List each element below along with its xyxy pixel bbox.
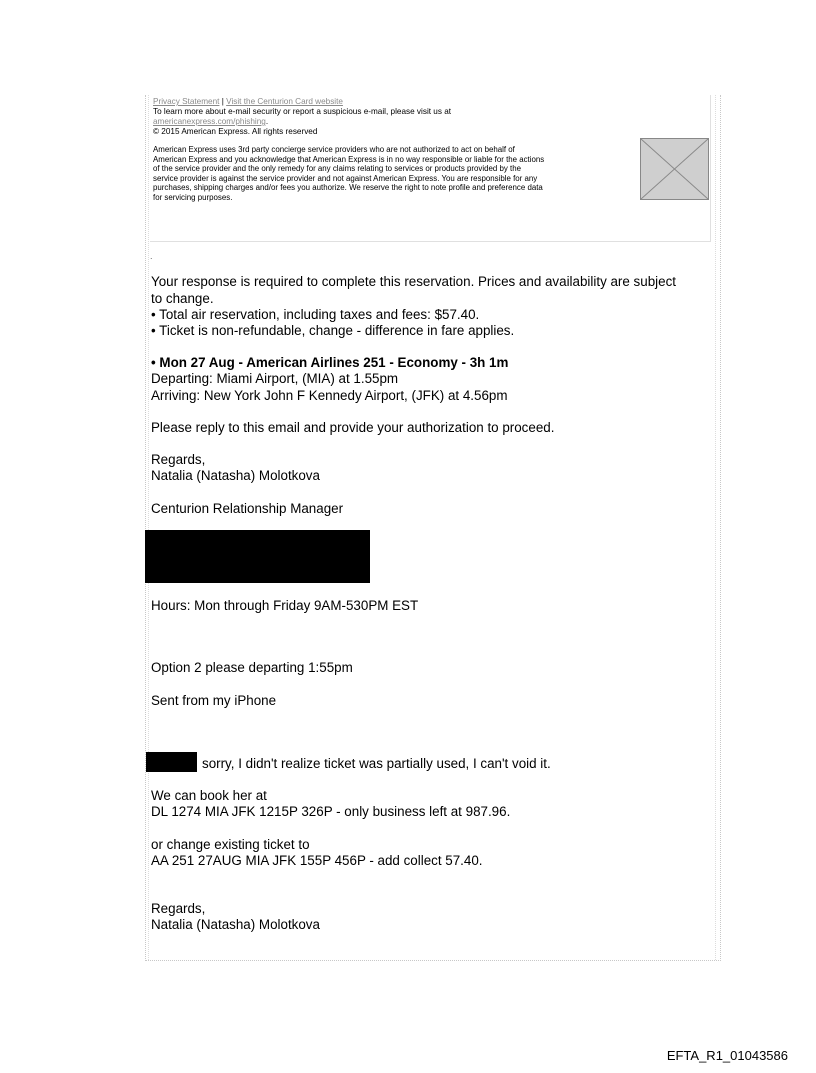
change-option: AA 251 27AUG MIA JFK 155P 456P - add collect 57.40.: [151, 853, 483, 868]
legal-disclaimer: [153, 145, 639, 203]
security-line: To learn more about e-mail security or report a suspicious e-mail, please visit us at: [153, 107, 452, 116]
phishing-row: [153, 117, 268, 127]
ticket-bullet: • Ticket is non-refundable, change - difference in fare applies.: [151, 323, 515, 338]
book-option: DL 1274 MIA JFK 1215P 326P - only business left at 987.96.: [151, 804, 511, 819]
broken-image-placeholder: [640, 138, 709, 200]
signer-title: Centurion Relationship Manager: [151, 501, 344, 516]
phishing-link[interactable]: americanexpress.com/phishing: [153, 117, 266, 126]
legal-line: of the service provider and the only remedy for any claims relating to services or products provided by the: [153, 164, 521, 174]
privacy-statement-link[interactable]: Privacy Statement: [153, 97, 220, 106]
image-placeholder-icon: [641, 139, 708, 199]
arriving-line: Arriving: New York John F Kennedy Airport, (JFK) at 4.56pm: [151, 388, 508, 403]
sent-from: Sent from my iPhone: [151, 693, 277, 708]
hours-text: Hours: Mon through Friday 9AM-530PM EST: [151, 598, 419, 613]
redaction-block: [145, 530, 370, 583]
copyright-text: © 2015 American Express. All rights reserved: [153, 127, 318, 136]
signer-name: Natalia (Natasha) Molotkova: [151, 468, 320, 483]
phishing-period: .: [265, 117, 269, 126]
legal-line: American Express uses 3rd party concierge service providers who are not authorized to act on behalf of: [153, 145, 515, 154]
legal-line: for servicing purposes.: [153, 192, 233, 202]
intro-line: to change.: [151, 291, 214, 306]
apology-text: sorry, I didn't realize ticket was partially used, I can't void it.: [202, 756, 551, 771]
legal-line: purchases, shipping charges and/or fees you authorize. We reserve the right to note profile and preference data: [153, 183, 543, 193]
footer-links-row: [153, 97, 343, 107]
regards-text: Regards,: [151, 901, 206, 916]
change-intro: or change existing ticket to: [151, 837, 310, 852]
frame-divider: [715, 95, 717, 960]
stray-dot: .: [150, 251, 153, 261]
legal-line: service provider is against the service provider and not against American Express. You are responsible for any: [153, 173, 538, 183]
redaction-block: [146, 752, 197, 772]
reply-option: Option 2 please departing 1:55pm: [151, 660, 353, 675]
intro-line: Your response is required to complete this reservation. Prices and availability are subject: [151, 274, 676, 289]
departing-line: Departing: Miami Airport, (MIA) at 1.55pm: [151, 371, 399, 386]
centurion-card-link[interactable]: Visit the Centurion Card website: [226, 97, 343, 106]
document-id: EFTA_R1_01043586: [666, 1048, 788, 1063]
link-separator: |: [221, 97, 224, 106]
book-intro: We can book her at: [151, 788, 267, 803]
reply-request: Please reply to this email and provide your authorization to proceed.: [151, 420, 555, 435]
total-bullet: • Total air reservation, including taxes and fees: $57.40.: [151, 307, 480, 322]
signer-name: Natalia (Natasha) Molotkova: [151, 917, 320, 932]
legal-line: American Express and you acknowledge that American Express is in no way responsible or liable for the actions: [153, 154, 545, 164]
flight-heading: • Mon 27 Aug - American Airlines 251 - Economy - 3h 1m: [151, 355, 509, 370]
regards-text: Regards,: [151, 452, 206, 467]
